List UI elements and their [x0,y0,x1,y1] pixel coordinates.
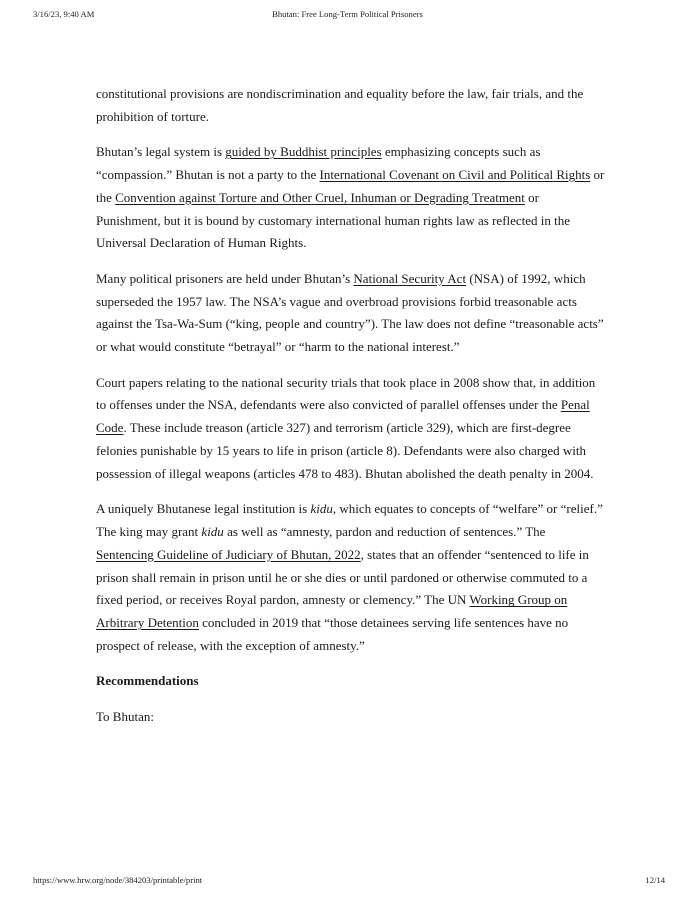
link-sentencing-guideline[interactable]: Sentencing Guideline of Judiciary of Bhutan, 2022 [96,546,361,562]
term-kidu: kidu [201,523,224,539]
link-working-group-arbitrary-detention[interactable]: Working Group on Arbitrary Detention [96,592,568,631]
paragraph-constitution [96,83,606,129]
print-timestamp: 3/16/23, 9:40 AM [33,9,95,19]
link-national-security-act[interactable]: National Security Act [353,270,467,286]
paragraph-text: as well as “amnesty, pardon and reduction of sentences.” The [223,523,546,539]
print-url: https://www.hrw.org/node/384203/printable/print [33,875,203,885]
paragraph-text: concluded in 2019 that “those detainees serving life sentences have no prospect of release, with the exception of amnesty.” [96,615,569,653]
link-buddhist-principles[interactable]: guided by Buddhist principles [225,144,382,160]
paragraph-national-security-act [96,268,606,359]
link-convention-against-torture[interactable]: Convention against Torture and Other Cruel, Inhuman or Degrading Treatment [115,189,525,205]
paragraph-kidu [96,498,606,658]
paragraph-text: A uniquely Bhutanese legal institution is [96,501,311,517]
paragraph-court-papers [96,372,606,486]
term-kidu: kidu [310,501,333,517]
recommendations-heading: Recommendations [96,673,199,689]
paragraph-text: or the [96,166,605,205]
page-number: 12/14 [645,875,665,885]
paragraph-text: or Punishment, but it is bound by customary international human rights law as reflected in the Universal Declaration of Human Rights. [96,189,571,251]
paragraph-text: Many political prisoners are held under Bhutan’s [96,270,354,286]
article-body [96,83,606,741]
print-page-title: Bhutan: Free Long-Term Political Prisoners [272,9,423,19]
paragraph-legal-system [96,141,606,255]
paragraph-text: . These include treason (article 327) and terrorism (article 329), which are first-degree felonies punishable by 15 years to life in prison (article 8). Defendants were also charged with possession of illegal weapons (articles 478 to 483). Bhutan abolished the death penalty in 2004. [96,420,594,481]
paragraph-text: (NSA) of 1992, which superseded the 1957 law. The NSA’s vague and overbroad provisions forbid treasonable acts against the Tsa-Wa-Sum (“king, people and country”). The law does not define “treasonable acts” or what would constitute “betrayal” or “harm to the national interest.” [96,270,604,355]
paragraph-text: Bhutan’s legal system is [96,144,226,160]
paragraph-text: emphasizing concepts such as “compassion.” Bhutan is not a party to the [96,144,541,182]
paragraph-text: , states that an offender “sentenced to life in prison shall remain in prison until he or she dies or until pardoned or otherwise commuted to a fixed period, or receives Royal pardon, amnesty or clemency.” The UN [96,546,589,608]
link-iccpr[interactable]: International Covenant on Civil and Political Rights [319,166,591,182]
paragraph-text: constitutional provisions are nondiscrimination and equality before the law, fair trials, and the prohibition of torture. [96,86,584,124]
recommendations-subheading: To Bhutan: [96,708,154,724]
paragraph-text: Court papers relating to the national security trials that took place in 2008 show that, in addition to offenses under the NSA, defendants were also convicted of parallel offenses under the [96,374,596,413]
paragraph-text: , which equates to concepts of “welfare” or “relief.” The king may grant [96,501,603,539]
link-penal-code[interactable]: Penal Code [96,397,590,436]
